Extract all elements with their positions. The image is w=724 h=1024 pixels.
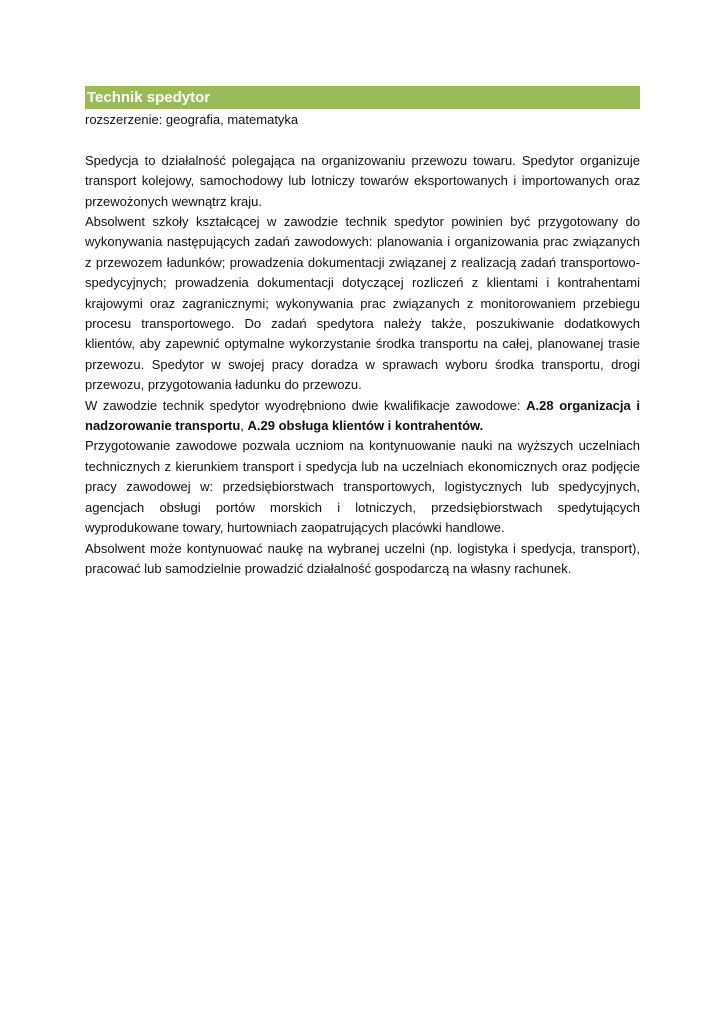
qualification-a29: A.29 obsługa klientów i kontrahentów. [247,418,484,434]
paragraph-further-education: Absolwent może kontynuować naukę na wybranej uczelni (np. logistyka i spedycja, transport), pracować lub samodzielnie prowadzić działalność gospodarczą na własny rachunek. [85,540,640,576]
section-subtitle: rozszerzenie: geografia, matematyka [85,112,299,127]
document-page [85,86,640,579]
section-title-bar [85,86,640,109]
qualifications-separator: , [240,418,248,434]
paragraph-qualifications [85,396,640,437]
section-title: Technik spedytor [87,89,211,106]
qualifications-intro: W zawodzie technik spedytor wyodrębniono dwie kwalifikacje zawodowe: [85,397,527,413]
paragraph-duties: Absolwent szkoły kształcącej w zawodzie technik spedytor powinien być przygotowany do wykonywania następujących zadań zawodowych: planowania i organizowania prac związanych z przewozem ładunków; prowadzenia dokumentacji związanej z realizacją zadań transportowo-spedycyjnych; prowadzenia dokumentacji dotyczącej rozliczeń z klientami i kontrahentami krajowymi oraz zagranicznymi; wykonywania prac związanych z monitorowaniem przebiegu procesu transportowego. Do zadań spedytora należy także, poszukiwanie dodatkowych klientów, aby zapewnić optymalne wykorzystanie środka transportu na całej, planowanej trasie przewozu. Spedytor w swojej pracy doradza w sprawach wyboru środka transportu, drogi przewozu, przygotowania ładunku do przewozu. [85,214,640,393]
body-text [85,151,640,580]
paragraph-definition: Spedycja to działalność polegająca na organizowaniu przewozu towaru. Spedytor organizuje transport kolejowy, samochodowy lub lotniczy towarów eksportowanych i importowanych oraz przewożonych wewnątrz kraju. [85,152,640,209]
paragraph-career: Przygotowanie zawodowe pozwala uczniom na kontynuowanie nauki na wyższych uczelniach technicznych z kierunkiem transport i spedycja lub na uczelniach ekonomicznych oraz podjęcie pracy zawodowej w: przedsiębiorstwach transportowych, logistycznych lub spedycyjnych, agencjach obsługi portów morskich i lotniczych, przedsiębiorstwach spedytujących wyprodukowane towary, hurtowniach zaopatrujących placówki handlowe. [85,438,640,536]
qualification-a28: A.28 organizacja i nadzorowanie transportu [85,397,641,434]
